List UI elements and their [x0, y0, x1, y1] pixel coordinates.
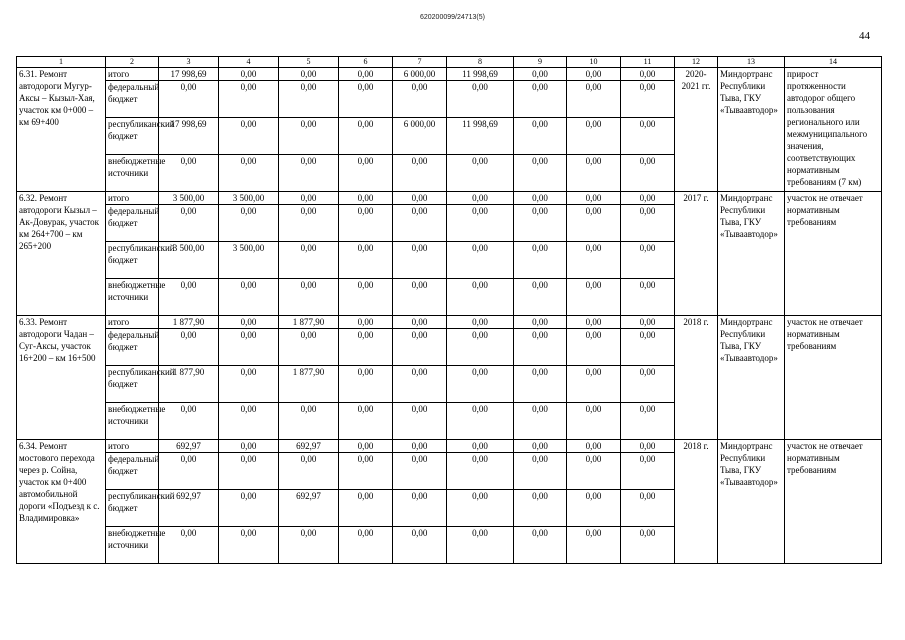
- amount-cell: 0,00: [621, 440, 675, 453]
- period-cell: 2018 г.: [675, 440, 718, 564]
- period-cell: 2017 г.: [675, 192, 718, 316]
- amount-cell: 0,00: [339, 192, 393, 205]
- program-table: [16, 56, 882, 564]
- column-numbers-row: [17, 57, 882, 68]
- amount-cell: 0,00: [279, 329, 339, 366]
- measure-title: 6.34. Ремонт мостового перехода через р. Сойна, участок км 0+400 автомобильной дороги «Подъезд к с. Владимировка»: [17, 440, 106, 564]
- amount-cell: 0,00: [279, 205, 339, 242]
- amount-cell: 0,00: [567, 490, 621, 527]
- funding-source-label: итого: [106, 316, 159, 329]
- amount-cell: 0,00: [514, 366, 567, 403]
- amount-cell: 11 998,69: [447, 68, 514, 81]
- amount-cell: 0,00: [621, 329, 675, 366]
- amount-cell: 0,00: [621, 366, 675, 403]
- executor-cell: Миндортранс Республики Тыва, ГКУ «Тываавтодор»: [718, 440, 785, 564]
- amount-cell: 0,00: [447, 490, 514, 527]
- amount-cell: 0,00: [219, 403, 279, 440]
- table-row: [17, 440, 882, 453]
- amount-cell: 0,00: [393, 527, 447, 564]
- funding-source-label: республиканский бюджет: [106, 118, 159, 155]
- amount-cell: 0,00: [219, 118, 279, 155]
- amount-cell: 692,97: [279, 440, 339, 453]
- amount-cell: 0,00: [514, 242, 567, 279]
- amount-cell: 17 998,69: [159, 68, 219, 81]
- amount-cell: 0,00: [279, 527, 339, 564]
- amount-cell: 0,00: [339, 242, 393, 279]
- amount-cell: 0,00: [447, 242, 514, 279]
- amount-cell: 0,00: [567, 81, 621, 118]
- funding-source-label: внебюджетные источники: [106, 527, 159, 564]
- amount-cell: 0,00: [219, 81, 279, 118]
- amount-cell: 0,00: [159, 155, 219, 192]
- amount-cell: 0,00: [621, 155, 675, 192]
- amount-cell: 3 500,00: [219, 192, 279, 205]
- amount-cell: 0,00: [514, 279, 567, 316]
- amount-cell: 0,00: [514, 205, 567, 242]
- column-header: 9: [514, 57, 567, 68]
- column-header: 10: [567, 57, 621, 68]
- executor-cell: Миндортранс Республики Тыва, ГКУ «Тываавтодор»: [718, 192, 785, 316]
- amount-cell: 0,00: [567, 68, 621, 81]
- amount-cell: 0,00: [159, 403, 219, 440]
- amount-cell: 0,00: [339, 155, 393, 192]
- amount-cell: 0,00: [393, 440, 447, 453]
- amount-cell: 0,00: [514, 118, 567, 155]
- amount-cell: 0,00: [514, 403, 567, 440]
- funding-source-label: республиканский бюджет: [106, 366, 159, 403]
- amount-cell: 0,00: [567, 453, 621, 490]
- table-row: [17, 316, 882, 329]
- amount-cell: 0,00: [514, 192, 567, 205]
- amount-cell: 0,00: [621, 242, 675, 279]
- result-cell: участок не отвечает нормативным требованиям: [785, 440, 882, 564]
- funding-source-label: итого: [106, 440, 159, 453]
- amount-cell: 3 500,00: [159, 242, 219, 279]
- amount-cell: 0,00: [279, 118, 339, 155]
- amount-cell: 0,00: [447, 366, 514, 403]
- amount-cell: 0,00: [621, 316, 675, 329]
- amount-cell: 0,00: [514, 155, 567, 192]
- amount-cell: 0,00: [279, 192, 339, 205]
- funding-source-label: федеральный бюджет: [106, 205, 159, 242]
- amount-cell: 0,00: [447, 279, 514, 316]
- amount-cell: 6 000,00: [393, 118, 447, 155]
- amount-cell: 0,00: [393, 329, 447, 366]
- amount-cell: 0,00: [219, 329, 279, 366]
- amount-cell: 0,00: [339, 118, 393, 155]
- amount-cell: 17 998,69: [159, 118, 219, 155]
- amount-cell: 0,00: [567, 329, 621, 366]
- amount-cell: 0,00: [621, 205, 675, 242]
- amount-cell: 692,97: [279, 490, 339, 527]
- funding-source-label: внебюджетные источники: [106, 279, 159, 316]
- amount-cell: 0,00: [567, 279, 621, 316]
- amount-cell: 6 000,00: [393, 68, 447, 81]
- amount-cell: 0,00: [621, 527, 675, 564]
- column-header: 14: [785, 57, 882, 68]
- amount-cell: 1 877,90: [279, 366, 339, 403]
- amount-cell: 1 877,90: [159, 366, 219, 403]
- amount-cell: 0,00: [567, 118, 621, 155]
- funding-source-label: федеральный бюджет: [106, 453, 159, 490]
- amount-cell: 0,00: [393, 453, 447, 490]
- amount-cell: 0,00: [339, 329, 393, 366]
- amount-cell: 0,00: [339, 279, 393, 316]
- amount-cell: 0,00: [567, 527, 621, 564]
- funding-source-label: федеральный бюджет: [106, 329, 159, 366]
- amount-cell: 0,00: [567, 155, 621, 192]
- amount-cell: 0,00: [279, 403, 339, 440]
- amount-cell: 0,00: [279, 279, 339, 316]
- amount-cell: 0,00: [339, 453, 393, 490]
- amount-cell: 0,00: [621, 279, 675, 316]
- amount-cell: 0,00: [567, 403, 621, 440]
- amount-cell: 0,00: [219, 366, 279, 403]
- amount-cell: 0,00: [514, 68, 567, 81]
- period-cell: 2020-2021 гг.: [675, 68, 718, 192]
- executor-cell: Миндортранс Республики Тыва, ГКУ «Тываавтодор»: [718, 316, 785, 440]
- amount-cell: 0,00: [339, 205, 393, 242]
- amount-cell: 0,00: [621, 453, 675, 490]
- amount-cell: 0,00: [339, 490, 393, 527]
- measure-title: 6.31. Ремонт автодороги Мугур-Аксы – Кызыл-Хая, участок км 0+000 – км 69+400: [17, 68, 106, 192]
- amount-cell: 0,00: [339, 81, 393, 118]
- column-header: 13: [718, 57, 785, 68]
- amount-cell: 3 500,00: [219, 242, 279, 279]
- column-header: 8: [447, 57, 514, 68]
- amount-cell: 0,00: [219, 279, 279, 316]
- period-cell: 2018 г.: [675, 316, 718, 440]
- result-cell: прирост протяженности автодорог общего пользования регионального или межмуниципального значения, соответствующих нормативным требованиям (7 км): [785, 68, 882, 192]
- amount-cell: 0,00: [279, 155, 339, 192]
- funding-source-label: республиканский бюджет: [106, 490, 159, 527]
- amount-cell: 0,00: [567, 242, 621, 279]
- amount-cell: 0,00: [514, 527, 567, 564]
- amount-cell: 0,00: [393, 279, 447, 316]
- funding-source-label: итого: [106, 68, 159, 81]
- amount-cell: 0,00: [219, 205, 279, 242]
- amount-cell: 0,00: [219, 527, 279, 564]
- amount-cell: 0,00: [567, 205, 621, 242]
- amount-cell: 0,00: [393, 242, 447, 279]
- amount-cell: 0,00: [514, 316, 567, 329]
- amount-cell: 1 877,90: [159, 316, 219, 329]
- page-number: 44: [859, 30, 870, 42]
- amount-cell: 0,00: [339, 527, 393, 564]
- amount-cell: 1 877,90: [279, 316, 339, 329]
- amount-cell: 0,00: [621, 192, 675, 205]
- amount-cell: 0,00: [219, 490, 279, 527]
- amount-cell: 0,00: [447, 316, 514, 329]
- amount-cell: 0,00: [567, 366, 621, 403]
- amount-cell: 11 998,69: [447, 118, 514, 155]
- amount-cell: 0,00: [621, 68, 675, 81]
- amount-cell: 0,00: [447, 527, 514, 564]
- amount-cell: 0,00: [393, 316, 447, 329]
- amount-cell: 0,00: [219, 316, 279, 329]
- column-header: 4: [219, 57, 279, 68]
- amount-cell: 0,00: [621, 490, 675, 527]
- amount-cell: 0,00: [159, 205, 219, 242]
- column-header: 11: [621, 57, 675, 68]
- amount-cell: 692,97: [159, 440, 219, 453]
- measure-title: 6.33. Ремонт автодороги Чадан – Суг-Аксы, участок 16+200 – км 16+500: [17, 316, 106, 440]
- amount-cell: 0,00: [621, 403, 675, 440]
- column-header: 1: [17, 57, 106, 68]
- amount-cell: 0,00: [621, 118, 675, 155]
- amount-cell: 0,00: [567, 440, 621, 453]
- executor-cell: Миндортранс Республики Тыва, ГКУ «Тываавтодор»: [718, 68, 785, 192]
- amount-cell: 0,00: [514, 440, 567, 453]
- amount-cell: 0,00: [514, 453, 567, 490]
- amount-cell: 0,00: [339, 403, 393, 440]
- amount-cell: 0,00: [447, 329, 514, 366]
- column-header: 7: [393, 57, 447, 68]
- column-header: 2: [106, 57, 159, 68]
- amount-cell: 3 500,00: [159, 192, 219, 205]
- amount-cell: 0,00: [393, 490, 447, 527]
- amount-cell: 0,00: [447, 205, 514, 242]
- amount-cell: 0,00: [393, 192, 447, 205]
- amount-cell: 0,00: [279, 68, 339, 81]
- result-cell: участок не отвечает нормативным требованиям: [785, 192, 882, 316]
- amount-cell: 0,00: [339, 440, 393, 453]
- amount-cell: 0,00: [279, 453, 339, 490]
- amount-cell: 0,00: [393, 205, 447, 242]
- amount-cell: 0,00: [621, 81, 675, 118]
- amount-cell: 0,00: [279, 242, 339, 279]
- amount-cell: 0,00: [219, 440, 279, 453]
- amount-cell: 0,00: [393, 155, 447, 192]
- amount-cell: 0,00: [447, 403, 514, 440]
- amount-cell: 0,00: [514, 490, 567, 527]
- amount-cell: 0,00: [447, 155, 514, 192]
- document-id: 620200099/24713(5): [419, 14, 485, 21]
- amount-cell: 0,00: [219, 68, 279, 81]
- amount-cell: 0,00: [339, 366, 393, 403]
- amount-cell: 0,00: [447, 453, 514, 490]
- measure-title: 6.32. Ремонт автодороги Кызыл – Ак-Довурак, участок км 264+700 – км 265+200: [17, 192, 106, 316]
- funding-source-label: внебюджетные источники: [106, 403, 159, 440]
- amount-cell: 0,00: [159, 527, 219, 564]
- amount-cell: 0,00: [159, 81, 219, 118]
- amount-cell: 0,00: [159, 279, 219, 316]
- column-header: 3: [159, 57, 219, 68]
- amount-cell: 692,97: [159, 490, 219, 527]
- amount-cell: 0,00: [219, 453, 279, 490]
- amount-cell: 0,00: [159, 329, 219, 366]
- amount-cell: 0,00: [393, 403, 447, 440]
- column-header: 12: [675, 57, 718, 68]
- amount-cell: 0,00: [567, 316, 621, 329]
- amount-cell: 0,00: [159, 453, 219, 490]
- amount-cell: 0,00: [219, 155, 279, 192]
- funding-source-label: федеральный бюджет: [106, 81, 159, 118]
- table-row: [17, 192, 882, 205]
- amount-cell: 0,00: [339, 316, 393, 329]
- column-header: 6: [339, 57, 393, 68]
- amount-cell: 0,00: [339, 68, 393, 81]
- amount-cell: 0,00: [447, 192, 514, 205]
- amount-cell: 0,00: [447, 440, 514, 453]
- funding-source-label: внебюджетные источники: [106, 155, 159, 192]
- funding-source-label: итого: [106, 192, 159, 205]
- amount-cell: 0,00: [393, 366, 447, 403]
- column-header: 5: [279, 57, 339, 68]
- table-row: [17, 68, 882, 81]
- amount-cell: 0,00: [393, 81, 447, 118]
- amount-cell: 0,00: [567, 192, 621, 205]
- amount-cell: 0,00: [514, 81, 567, 118]
- amount-cell: 0,00: [447, 81, 514, 118]
- amount-cell: 0,00: [514, 329, 567, 366]
- result-cell: участок не отвечает нормативным требованиям: [785, 316, 882, 440]
- amount-cell: 0,00: [279, 81, 339, 118]
- funding-source-label: республиканский бюджет: [106, 242, 159, 279]
